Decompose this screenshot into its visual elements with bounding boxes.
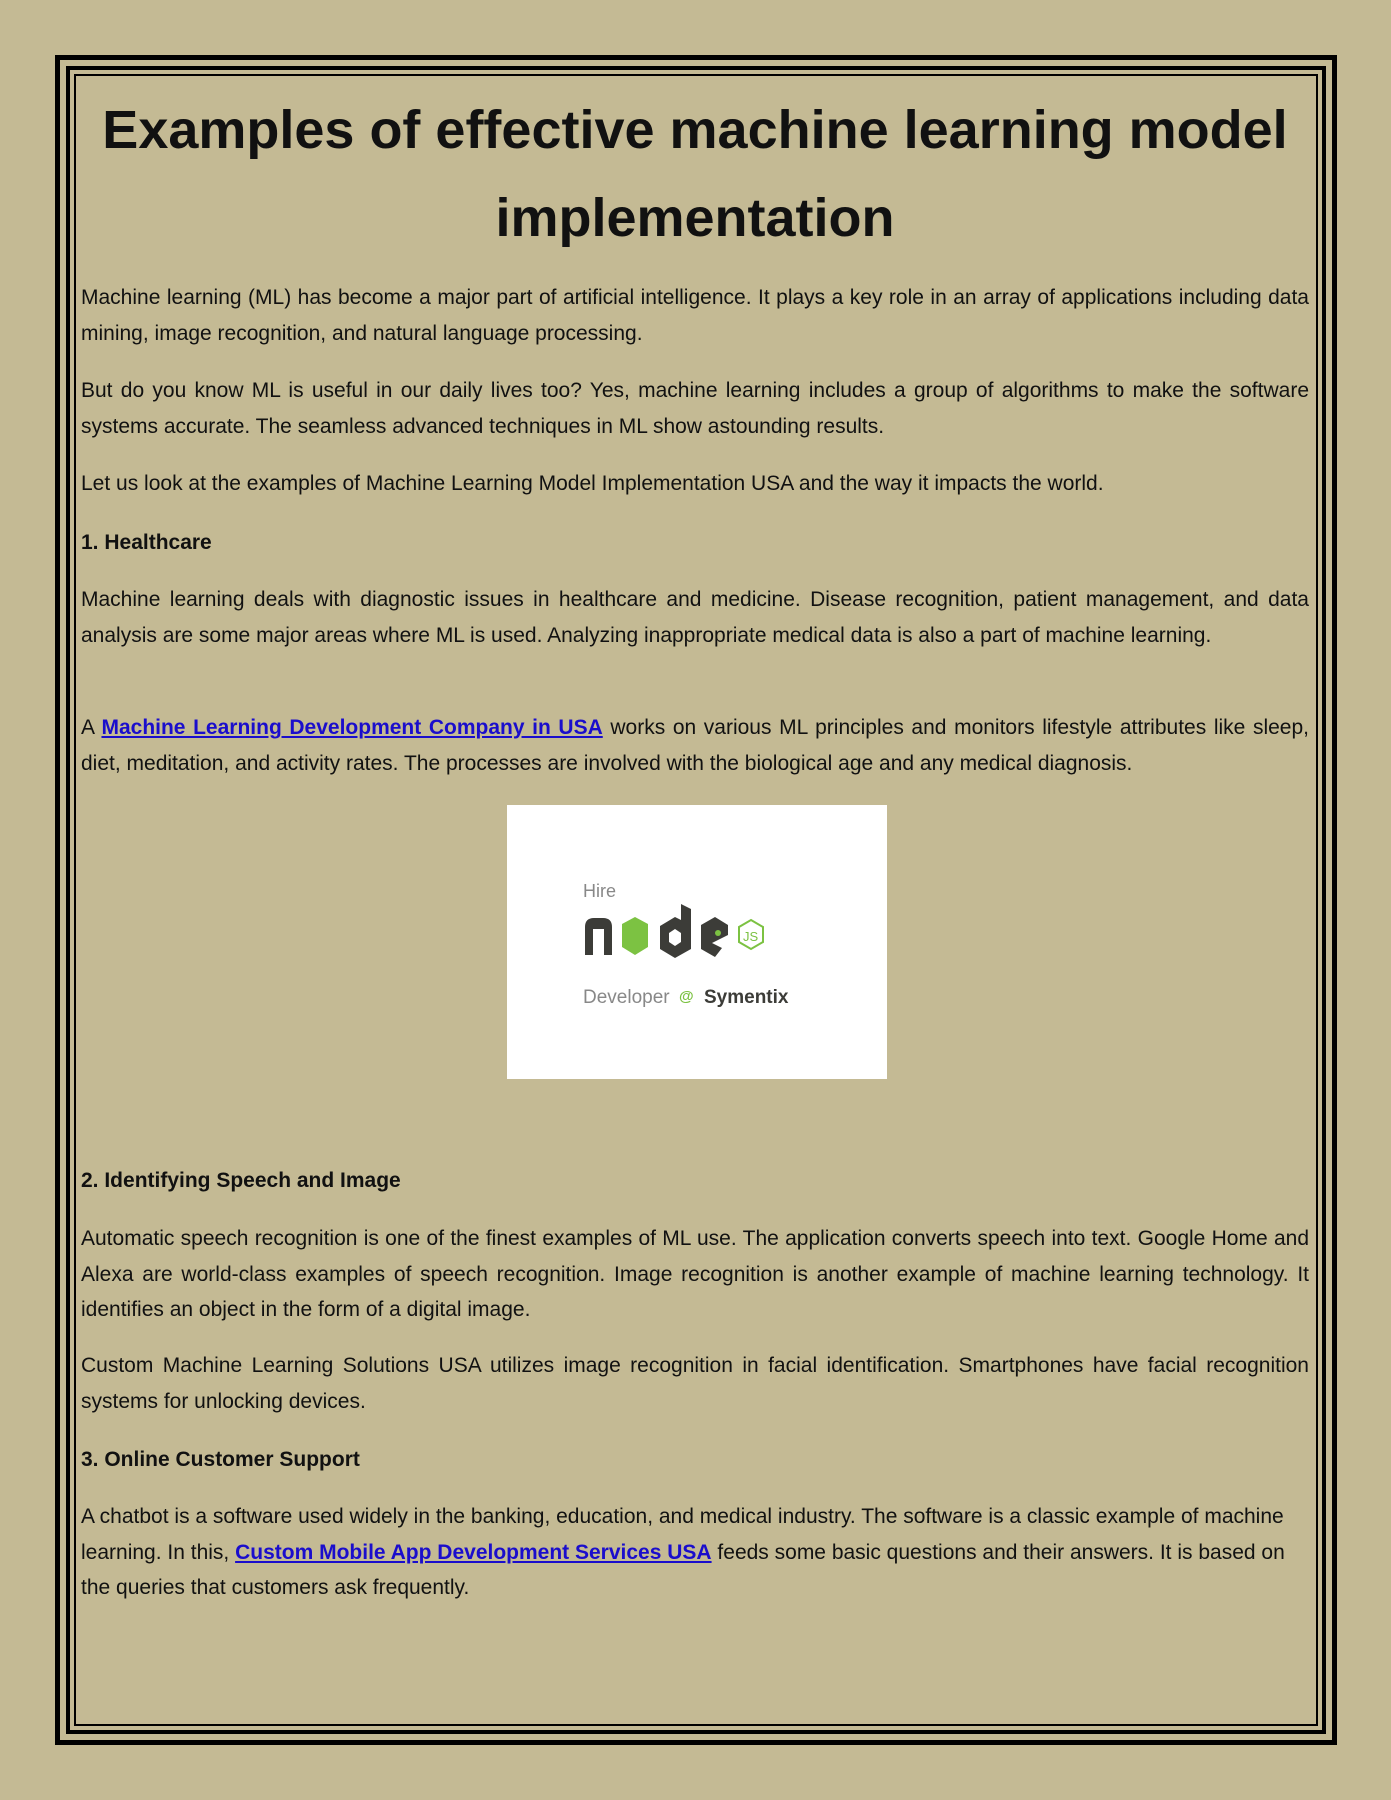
paragraph: Machine learning (ML) has become a major part of artificial intelligence. It plays a key role in an array of applications including data mining, image recognition, and natural language processing. [81, 286, 1309, 345]
paragraph: Machine learning deals with diagnostic issues in healthcare and medicine. Disease recognition, patient management, and data analysis are some major areas where ML is used. Analyzing inappropriate medical data is also a part of machine learning. [81, 588, 1309, 647]
paragraph: Custom Machine Learning Solutions USA utilizes image recognition in facial identification. Smartphones have facial recognition systems for unlocking devices. [81, 1354, 1309, 1413]
nodejs-logo-icon [585, 904, 763, 958]
paragraph: Automatic speech recognition is one of the finest examples of ML use. The application converts speech into text. Google Home and Alexa are world-class examples of speech recognition. Image recognition is another example of machine learning technology. It identifies an object in the form of a digital image. [81, 1227, 1309, 1321]
image-developer-text: Developer [583, 987, 670, 1008]
heading: 1. Healthcare [81, 531, 212, 554]
paragraph: Let us look at the examples of Machine Learning Model Implementation USA and the way it impacts the world. [81, 472, 1104, 495]
heading: 3. Online Customer Support [81, 1448, 360, 1471]
text: A [81, 716, 102, 739]
paragraph [81, 710, 1309, 781]
svg-text:JS: JS [743, 929, 759, 944]
svg-text:@: @ [679, 988, 694, 1005]
paragraph [81, 1499, 1309, 1606]
text: works on various ML principles and monitors lifestyle attributes like sleep, diet, meditation, and activity rates. The processes are involved with the biological age and any medical diagnosis. [81, 716, 1309, 775]
hire-nodejs-developer-image [507, 805, 887, 1079]
mobile-app-services-link[interactable]: Custom Mobile App Development Services USA [235, 1540, 712, 1564]
image-hire-text: Hire [583, 881, 617, 901]
section-heading-support [81, 1442, 1309, 1478]
heading: 2. Identifying Speech and Image [81, 1169, 401, 1192]
text: A chatbot is a software used widely in the banking, education, and medical industry. The software is a classic example of machine learning. In this, [81, 1505, 1284, 1564]
section-heading-healthcare [81, 525, 1309, 561]
paragraph: But do you know ML is useful in our daily lives too? Yes, machine learning includes a group of algorithms to make the software systems accurate. The seamless advanced techniques in ML show astounding results. [81, 379, 1309, 438]
image-brand-text: Symentix [704, 987, 789, 1008]
page-title: Examples of effective machine learning model implementation [102, 100, 1288, 248]
text: feeds some basic questions and their answers. It is based on the queries that customers ask frequently. [81, 1540, 1285, 1599]
ml-company-link[interactable]: Machine Learning Development Company in USA [101, 716, 603, 739]
section-heading-speech [81, 1163, 1309, 1199]
